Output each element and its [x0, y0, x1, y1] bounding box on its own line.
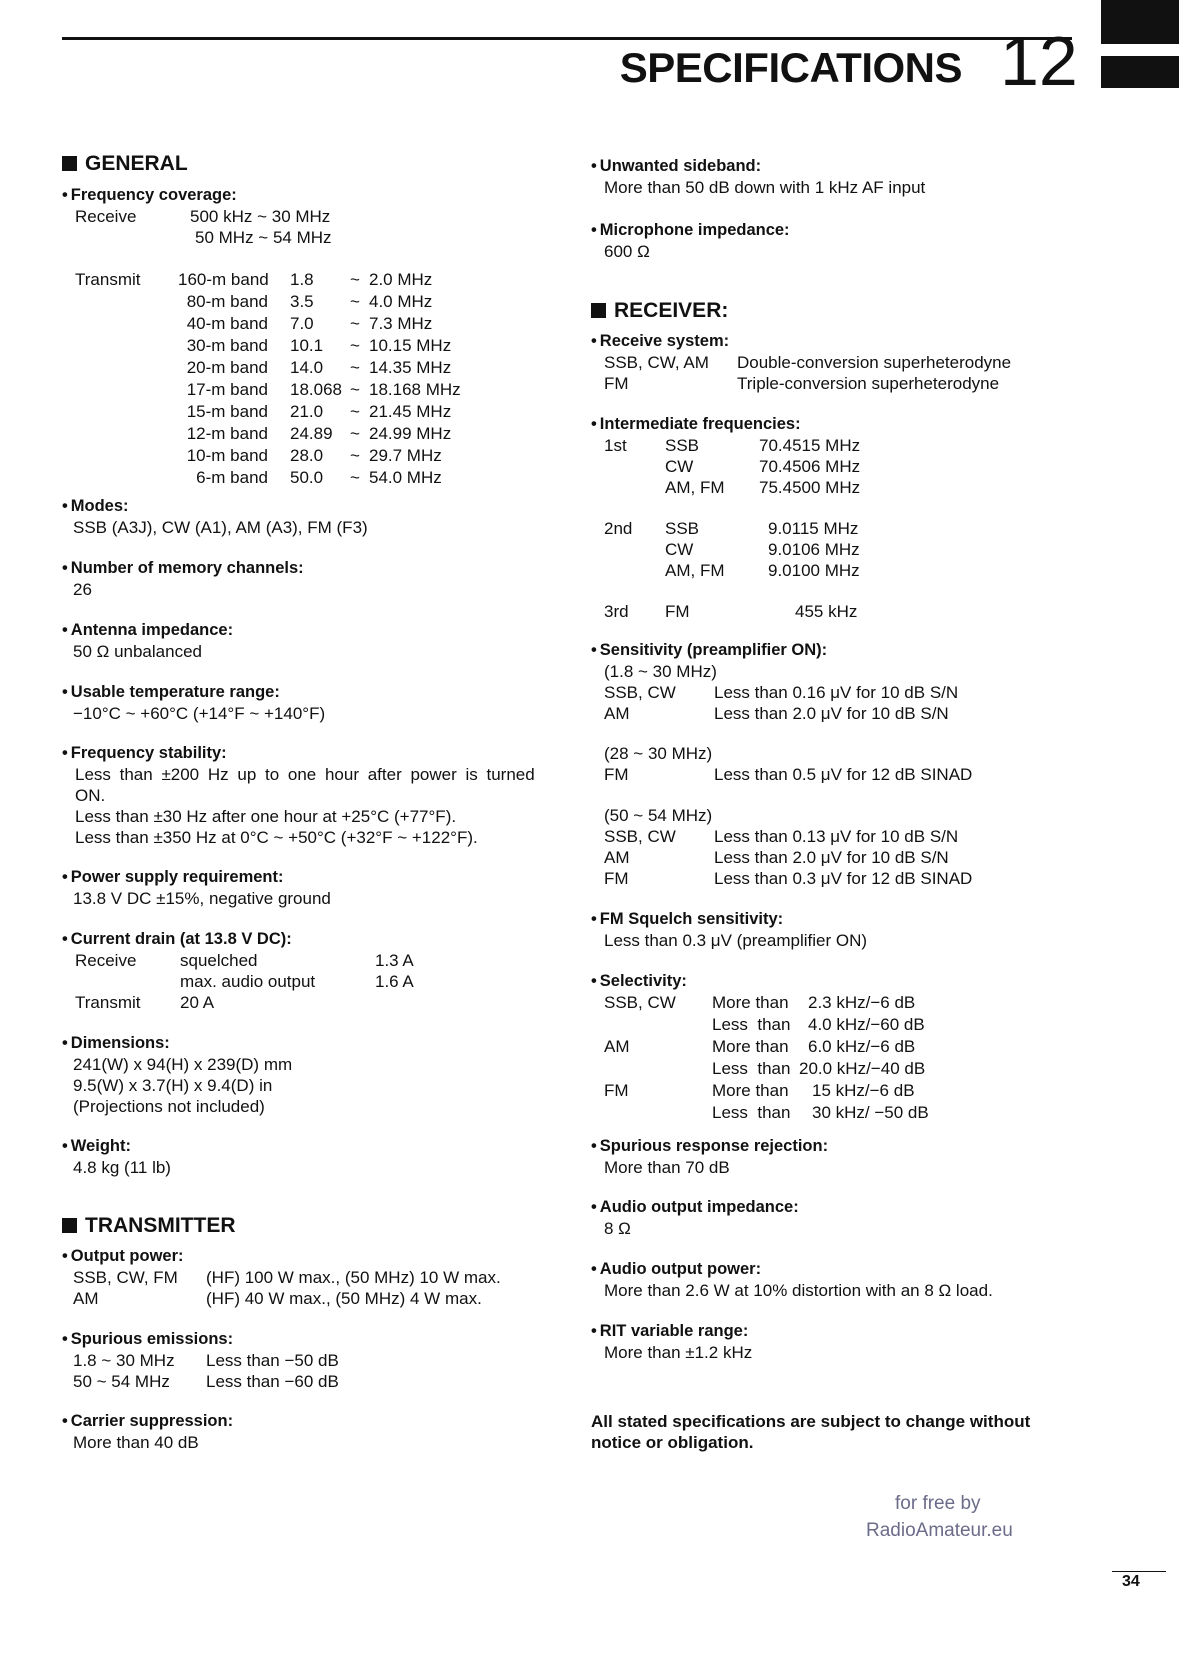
- spec-value: 50 Ω unbalanced: [73, 642, 202, 661]
- if-frequency: 455 kHz: [795, 602, 858, 621]
- if-frequency: 70.4506 MHz: [759, 457, 861, 476]
- sel-value: 30 kHz/ −50 dB: [812, 1103, 929, 1122]
- spec-value: Less than ±350 Hz at 0°C ~ +50°C (+32°F ~ +122°F).: [75, 828, 478, 847]
- band-tilde: ~: [350, 424, 360, 443]
- spec-value: 26: [73, 580, 92, 599]
- if-frequency: 9.0106 MHz: [768, 540, 860, 559]
- spec-text: 1.8 ~ 30 MHz: [73, 1351, 175, 1370]
- band-high: 29.7 MHz: [369, 446, 442, 465]
- spec-text: squelched: [180, 951, 258, 970]
- spec-label: • Carrier suppression:: [62, 1412, 233, 1431]
- band-name: 10-m band: [186, 446, 268, 465]
- if-frequency: 9.0100 MHz: [768, 561, 860, 580]
- if-mode: SSB: [665, 436, 700, 455]
- spec-text: FM: [604, 374, 629, 393]
- spec-value: More than 40 dB: [73, 1433, 199, 1452]
- if-frequency: 9.0115 MHz: [768, 519, 859, 538]
- band-name: 6-m band: [196, 468, 268, 487]
- spec-value: 50 MHz ~ 54 MHz: [195, 228, 332, 247]
- square-bullet-icon: [591, 303, 606, 318]
- page-title: SPECIFICATIONS: [619, 44, 962, 91]
- section-title: GENERAL: [85, 152, 188, 175]
- spec-label: • Output power:: [62, 1247, 184, 1266]
- spec-value: Less than −50 dB: [206, 1351, 339, 1370]
- spec-text: max. audio output: [180, 972, 316, 991]
- spec-value: Less than ±30 Hz after one hour at +25°C (+77°F).: [75, 807, 457, 826]
- spec-value: (Projections not included): [73, 1097, 265, 1116]
- band-low: 18.068: [290, 380, 342, 399]
- spec-value: Triple-conversion superheterodyne: [737, 374, 1000, 393]
- spec-label: • RIT variable range:: [591, 1322, 748, 1341]
- if-mode: SSB: [665, 519, 700, 538]
- page-number-rule: [1112, 1571, 1166, 1572]
- spec-label: • Selectivity:: [591, 972, 687, 991]
- spec-value: ON.: [75, 786, 106, 805]
- band-high: 4.0 MHz: [369, 292, 433, 311]
- spec-label: • Antenna impedance:: [62, 621, 233, 640]
- if-mode: AM, FM: [665, 561, 725, 580]
- spec-label: • Audio output power:: [591, 1260, 761, 1279]
- band-low: 10.1: [290, 336, 324, 355]
- band-tilde: ~: [350, 270, 360, 289]
- sel-mode: SSB, CW: [604, 993, 676, 1012]
- sel-value: 15 kHz/−6 dB: [812, 1081, 915, 1100]
- band-low: 21.0: [290, 402, 324, 421]
- band-tilde: ~: [350, 468, 360, 487]
- if-mode: FM: [665, 602, 690, 621]
- sel-mode: FM: [604, 1081, 629, 1100]
- band-high: 18.168 MHz: [369, 380, 461, 399]
- sel-value: 4.0 kHz/−60 dB: [808, 1015, 925, 1034]
- sel-value: 2.3 kHz/−6 dB: [808, 993, 916, 1012]
- band-name: 40-m band: [186, 314, 268, 333]
- spec-text: FM: [604, 869, 629, 888]
- spec-value: Less than 0.3 μV for 12 dB SINAD: [714, 869, 973, 888]
- spec-text: Transmit: [75, 270, 141, 289]
- spec-value: 13.8 V DC ±15%, negative ground: [73, 889, 331, 908]
- spec-text: Receive: [75, 207, 137, 226]
- spec-label: • Dimensions:: [62, 1034, 170, 1053]
- if-stage: 2nd: [604, 519, 633, 538]
- spec-label: • Modes:: [62, 497, 129, 516]
- spec-label: • Power supply requirement:: [62, 868, 284, 887]
- spec-text: AM: [604, 848, 630, 867]
- spec-value: Less than 0.13 μV for 10 dB S/N: [714, 827, 959, 846]
- spec-text: SSB, CW, FM: [73, 1268, 178, 1287]
- spec-text: FM: [604, 765, 629, 784]
- notice-text: All stated specifications are subject to change without: [591, 1412, 1031, 1431]
- spec-label: • Usable temperature range:: [62, 683, 280, 702]
- spec-text: (50 ~ 54 MHz): [604, 806, 713, 825]
- spec-value: 4.8 kg (11 lb): [73, 1158, 171, 1177]
- sel-compare: More than: [712, 1037, 789, 1056]
- band-low: 24.89: [290, 424, 333, 443]
- section-title: RECEIVER:: [614, 299, 729, 322]
- spec-value: 20 A: [180, 993, 215, 1012]
- spec-value: 9.5(W) x 3.7(H) x 9.4(D) in: [73, 1076, 273, 1095]
- band-low: 7.0: [290, 314, 314, 333]
- spec-value: 600 Ω: [604, 242, 650, 261]
- chapter-number: 12: [1000, 22, 1078, 100]
- spec-value: Less than ±200 Hz up to one hour after power is turned: [75, 765, 535, 784]
- footer-link[interactable]: RadioAmateur.eu: [866, 1520, 1013, 1541]
- spec-label: • Sensitivity (preamplifier ON):: [591, 641, 827, 660]
- if-stage: 1st: [604, 436, 627, 455]
- band-tilde: ~: [350, 380, 360, 399]
- band-tilde: ~: [350, 314, 360, 333]
- section-receiver-heading: [591, 297, 728, 325]
- spec-text: SSB, CW: [604, 683, 676, 702]
- spec-text: (28 ~ 30 MHz): [604, 744, 713, 763]
- band-low: 1.8: [290, 270, 314, 289]
- spec-value: −10°C ~ +60°C (+14°F ~ +140°F): [73, 704, 326, 723]
- band-high: 24.99 MHz: [369, 424, 452, 443]
- spec-label: • FM Squelch sensitivity:: [591, 910, 783, 929]
- sel-compare: Less than: [712, 1059, 791, 1078]
- section-general-heading: [62, 150, 188, 178]
- band-tilde: ~: [350, 402, 360, 421]
- spec-value: Less than −60 dB: [206, 1372, 339, 1391]
- spec-value: 500 kHz ~ 30 MHz: [190, 207, 331, 226]
- spec-label: • Weight:: [62, 1137, 131, 1156]
- spec-label: • Microphone impedance:: [591, 221, 790, 240]
- spec-text: Receive: [75, 951, 137, 970]
- band-high: 14.35 MHz: [369, 358, 452, 377]
- spec-value: More than 2.6 W at 10% distortion with an 8 Ω load.: [604, 1281, 993, 1300]
- spec-value: More than 70 dB: [604, 1158, 730, 1177]
- page-number: 34: [1122, 1573, 1140, 1590]
- spec-value: (HF) 40 W max., (50 MHz) 4 W max.: [206, 1289, 482, 1308]
- spec-value: 8 Ω: [604, 1219, 631, 1238]
- band-name: 20-m band: [186, 358, 268, 377]
- band-high: 10.15 MHz: [369, 336, 452, 355]
- spec-label: • Audio output impedance:: [591, 1198, 799, 1217]
- spec-value: Less than 0.5 μV for 12 dB SINAD: [714, 765, 973, 784]
- band-name: 15-m band: [186, 402, 268, 421]
- square-bullet-icon: [62, 1218, 77, 1233]
- spec-label: • Intermediate frequencies:: [591, 415, 801, 434]
- band-name: 80-m band: [186, 292, 268, 311]
- band-high: 2.0 MHz: [369, 270, 433, 289]
- if-stage: 3rd: [604, 602, 629, 621]
- spec-text: SSB, CW: [604, 827, 676, 846]
- spec-text: AM: [73, 1289, 99, 1308]
- band-high: 54.0 MHz: [369, 468, 442, 487]
- band-tilde: ~: [350, 292, 360, 311]
- spec-value: (HF) 100 W max., (50 MHz) 10 W max.: [206, 1268, 501, 1287]
- band-low: 28.0: [290, 446, 324, 465]
- band-low: 3.5: [290, 292, 314, 311]
- spec-text: (1.8 ~ 30 MHz): [604, 662, 717, 681]
- spec-value: SSB (A3J), CW (A1), AM (A3), FM (F3): [73, 518, 368, 537]
- square-bullet-icon: [62, 156, 77, 171]
- sel-compare: Less than: [712, 1103, 791, 1122]
- sel-value: 6.0 kHz/−6 dB: [808, 1037, 916, 1056]
- spec-label: • Receive system:: [591, 332, 729, 351]
- if-mode: CW: [665, 540, 694, 559]
- spec-value: 1.6 A: [375, 972, 414, 991]
- chapter-tab-mark: [1101, 0, 1179, 44]
- notice-text: notice or obligation.: [591, 1433, 754, 1452]
- band-high: 21.45 MHz: [369, 402, 452, 421]
- sel-compare: Less than: [712, 1015, 791, 1034]
- spec-value: More than 50 dB down with 1 kHz AF input: [604, 178, 926, 197]
- spec-text: SSB, CW, AM: [604, 353, 709, 372]
- spec-label: • Spurious response rejection:: [591, 1137, 828, 1156]
- band-tilde: ~: [350, 336, 360, 355]
- spec-label: • Current drain (at 13.8 V DC):: [62, 930, 292, 949]
- section-title: TRANSMITTER: [85, 1214, 236, 1237]
- if-mode: CW: [665, 457, 694, 476]
- spec-label: • Number of memory channels:: [62, 559, 304, 578]
- if-mode: AM, FM: [665, 478, 725, 497]
- spec-value: Double-conversion superheterodyne: [737, 353, 1012, 372]
- header-rule: [62, 37, 1072, 40]
- band-tilde: ~: [350, 358, 360, 377]
- band-low: 14.0: [290, 358, 324, 377]
- if-frequency: 70.4515 MHz: [759, 436, 861, 455]
- footer-credit: for free by: [895, 1493, 981, 1514]
- spec-label: • Unwanted sideband:: [591, 157, 761, 176]
- section-transmitter-heading: [62, 1212, 236, 1240]
- sel-compare: More than: [712, 993, 789, 1012]
- band-name: 17-m band: [186, 380, 268, 399]
- spec-value: More than ±1.2 kHz: [604, 1343, 753, 1362]
- spec-value: Less than 0.16 μV for 10 dB S/N: [714, 683, 959, 702]
- spec-text: AM: [604, 704, 630, 723]
- spec-value: 241(W) x 94(H) x 239(D) mm: [73, 1055, 293, 1074]
- spec-value: Less than 2.0 μV for 10 dB S/N: [714, 848, 949, 867]
- if-frequency: 75.4500 MHz: [759, 478, 861, 497]
- band-low: 50.0: [290, 468, 324, 487]
- sel-compare: More than: [712, 1081, 789, 1100]
- spec-value: 1.3 A: [375, 951, 414, 970]
- spec-value: Less than 0.3 μV (preamplifier ON): [604, 931, 868, 950]
- sel-mode: AM: [604, 1037, 630, 1056]
- band-name: 30-m band: [186, 336, 268, 355]
- spec-text: Transmit: [75, 993, 141, 1012]
- band-name: 160-m band: [178, 270, 269, 289]
- spec-label: • Spurious emissions:: [62, 1330, 233, 1349]
- spec-text: 50 ~ 54 MHz: [73, 1372, 170, 1391]
- band-name: 12-m band: [186, 424, 268, 443]
- spec-label: • Frequency coverage:: [62, 186, 237, 205]
- band-tilde: ~: [350, 446, 360, 465]
- spec-label: • Frequency stability:: [62, 744, 227, 763]
- spec-value: Less than 2.0 μV for 10 dB S/N: [714, 704, 949, 723]
- chapter-tab-mark: [1101, 56, 1179, 88]
- band-high: 7.3 MHz: [369, 314, 433, 333]
- sel-value: 20.0 kHz/−40 dB: [799, 1059, 926, 1078]
